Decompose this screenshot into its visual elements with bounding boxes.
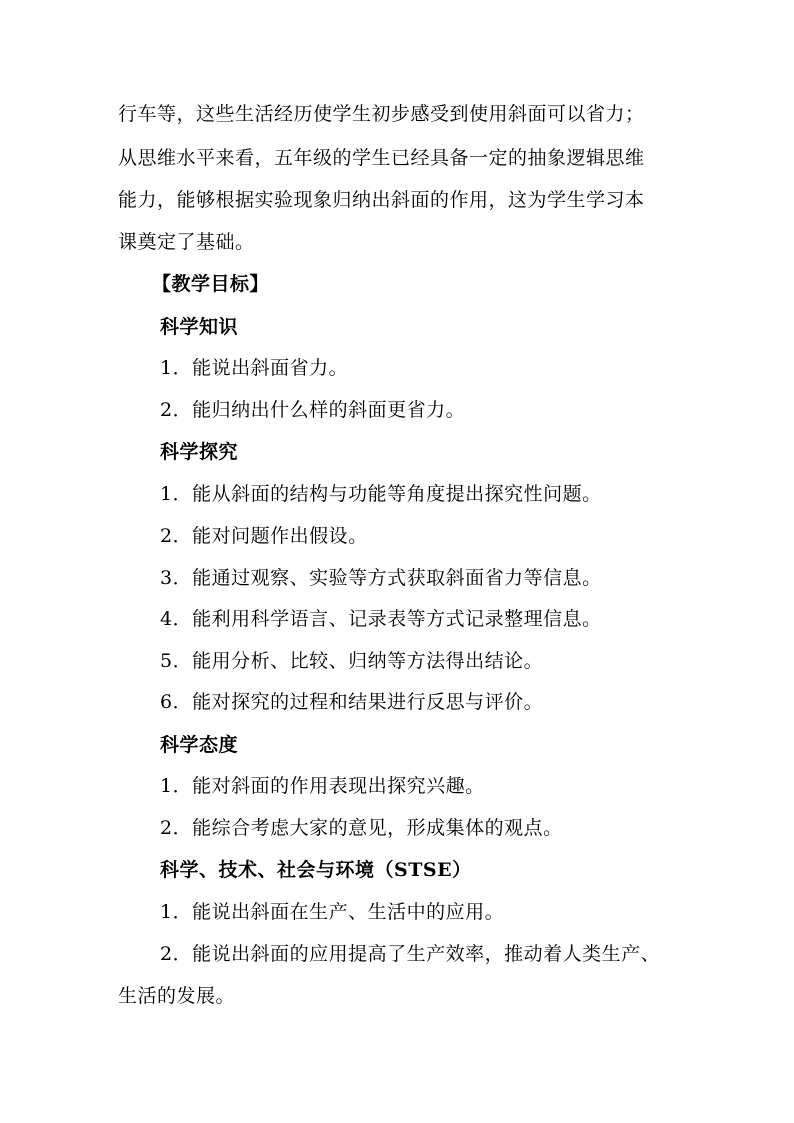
stse-item-2: 2．能说出斜面的应用提高了生产效率，推动着人类生产、 <box>160 943 661 965</box>
inquiry-item-2: 2．能对问题作出假设。 <box>160 525 368 547</box>
inquiry-item-3: 3．能通过观察、实验等方式获取斜面省力等信息。 <box>160 567 602 589</box>
intro-line-2: 从思维水平来看，五年级的学生已经具备一定的抽象逻辑思维 <box>118 147 645 169</box>
inquiry-item-5: 5．能用分析、比较、归纳等方法得出结论。 <box>160 650 544 672</box>
stse-item-2-continuation: 生活的发展。 <box>118 985 236 1007</box>
stse-heading: 科学、技术、社会与环境（STSE） <box>160 859 472 881</box>
attitude-item-1: 1．能对斜面的作用表现出探究兴趣。 <box>160 775 485 797</box>
inquiry-item-1: 1．能从斜面的结构与功能等角度提出探究性问题。 <box>160 483 602 505</box>
attitude-heading: 科学态度 <box>160 734 239 756</box>
objectives-heading: 【教学目标】 <box>152 273 270 295</box>
intro-line-4: 课奠定了基础。 <box>118 231 255 253</box>
stse-item-1: 1．能说出斜面在生产、生活中的应用。 <box>160 901 505 923</box>
knowledge-item-1: 1．能说出斜面省力。 <box>160 357 349 379</box>
knowledge-heading: 科学知识 <box>160 316 239 338</box>
intro-line-3: 能力，能够根据实验现象归纳出斜面的作用，这为学生学习本 <box>118 189 645 211</box>
knowledge-item-2: 2．能归纳出什么样的斜面更省力。 <box>160 399 466 421</box>
inquiry-heading: 科学探究 <box>160 441 239 463</box>
intro-line-1: 行车等，这些生活经历使学生初步感受到使用斜面可以省力； <box>118 103 645 125</box>
inquiry-item-4: 4．能利用科学语言、记录表等方式记录整理信息。 <box>160 608 602 630</box>
attitude-item-2: 2．能综合考虑大家的意见，形成集体的观点。 <box>160 817 563 839</box>
inquiry-item-6: 6．能对探究的过程和结果进行反思与评价。 <box>160 691 544 713</box>
